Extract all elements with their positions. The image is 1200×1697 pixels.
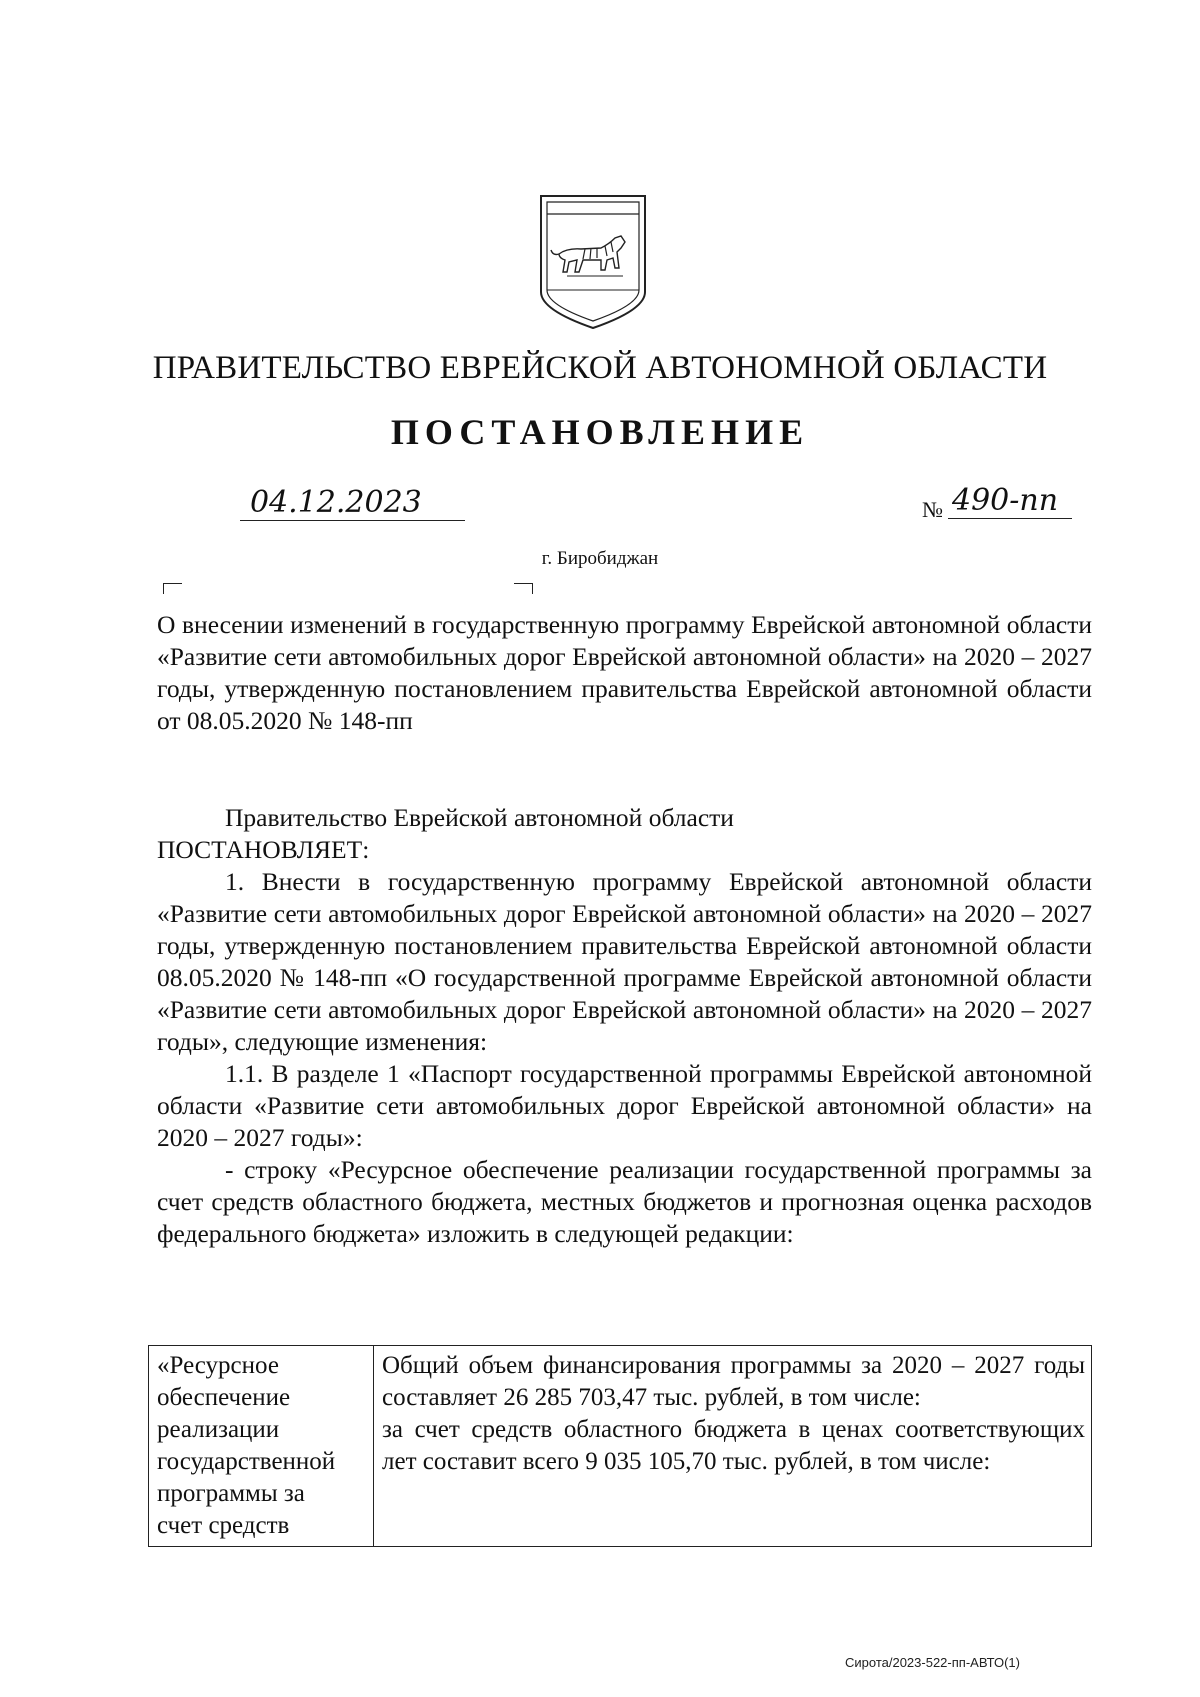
item-dash-row: - строку «Ресурсное обеспечение реализации государственной программы за счет средств областного бюджета, местных бюджетов и прогнозная оценка расходов федерального бюджета» изложить в следующей редакции: (157, 1155, 1092, 1248)
city-label: г. Биробиджан (541, 548, 659, 569)
item-1-1: 1.1. В разделе 1 «Паспорт государственной программы Еврейской автономной области «Развитие сети автомобильных дорог Еврейской автономной области» на 2020 – 2027 годы»: (157, 1059, 1092, 1152)
coat-of-arms-tiger-icon (537, 192, 649, 332)
subject-corner-right (514, 583, 533, 594)
funding-regional: за счет средств областного бюджета в ценах соответствующих лет составит всего 9 035 105,70 тыс. рублей, в том числе: (382, 1416, 1085, 1475)
document-date: 04.12.2023 (240, 486, 465, 521)
document-number: 490-пп (948, 484, 1072, 519)
document-subject: О внесении изменений в государственную программу Еврейской автономной области «Развитие сети автомобильных дорог Еврейской автономной области» на 2020 – 2027 годы, утвержденную постановлением правительства Еврейской автономной области от 08.05.2020 № 148-пп (157, 610, 1092, 735)
document-type-title: ПОСТАНОВЛЕНИЕ (390, 412, 810, 452)
subject-corner-left (163, 583, 182, 594)
item-1: 1. Внести в государственную программу Еврейской автономной области «Развитие сети автомобильных дорог Еврейской автономной области» на 2020 – 2027 годы, утвержденную постановлением правительства Еврейской автономной области 08.05.2020 № 148-пп «О государственной программе Еврейской автономной области «Развитие сети автомобильных дорог Еврейской автономной области» на 2020 – 2027 годы», следующие изменения: (157, 867, 1092, 1056)
government-name: ПРАВИТЕЛЬСТВО ЕВРЕЙСКОЙ АВТОНОМНОЙ ОБЛАСТИ (152, 350, 1048, 386)
preamble-decree-word: ПОСТАНОВЛЯЕТ: (157, 835, 370, 864)
table-cell-content (374, 1346, 1092, 1547)
table-row (149, 1346, 1092, 1547)
funding-total: Общий объем финансирования программы за 2020 – 2027 годы составляет 26 285 703,47 тыс. рублей, в том числе: (382, 1352, 1085, 1411)
passport-table (148, 1345, 1092, 1547)
table-cell-label: «Ресурсное обеспечение реализации государственной программы за счет средств (149, 1346, 374, 1547)
footer-code: Сирота/2023-522-пп-АВТО(1) (845, 1655, 1020, 1670)
preamble (157, 802, 1092, 866)
number-sign: № (922, 497, 943, 522)
preamble-government: Правительство Еврейской автономной области (225, 803, 734, 832)
decree-items (157, 866, 1092, 1250)
